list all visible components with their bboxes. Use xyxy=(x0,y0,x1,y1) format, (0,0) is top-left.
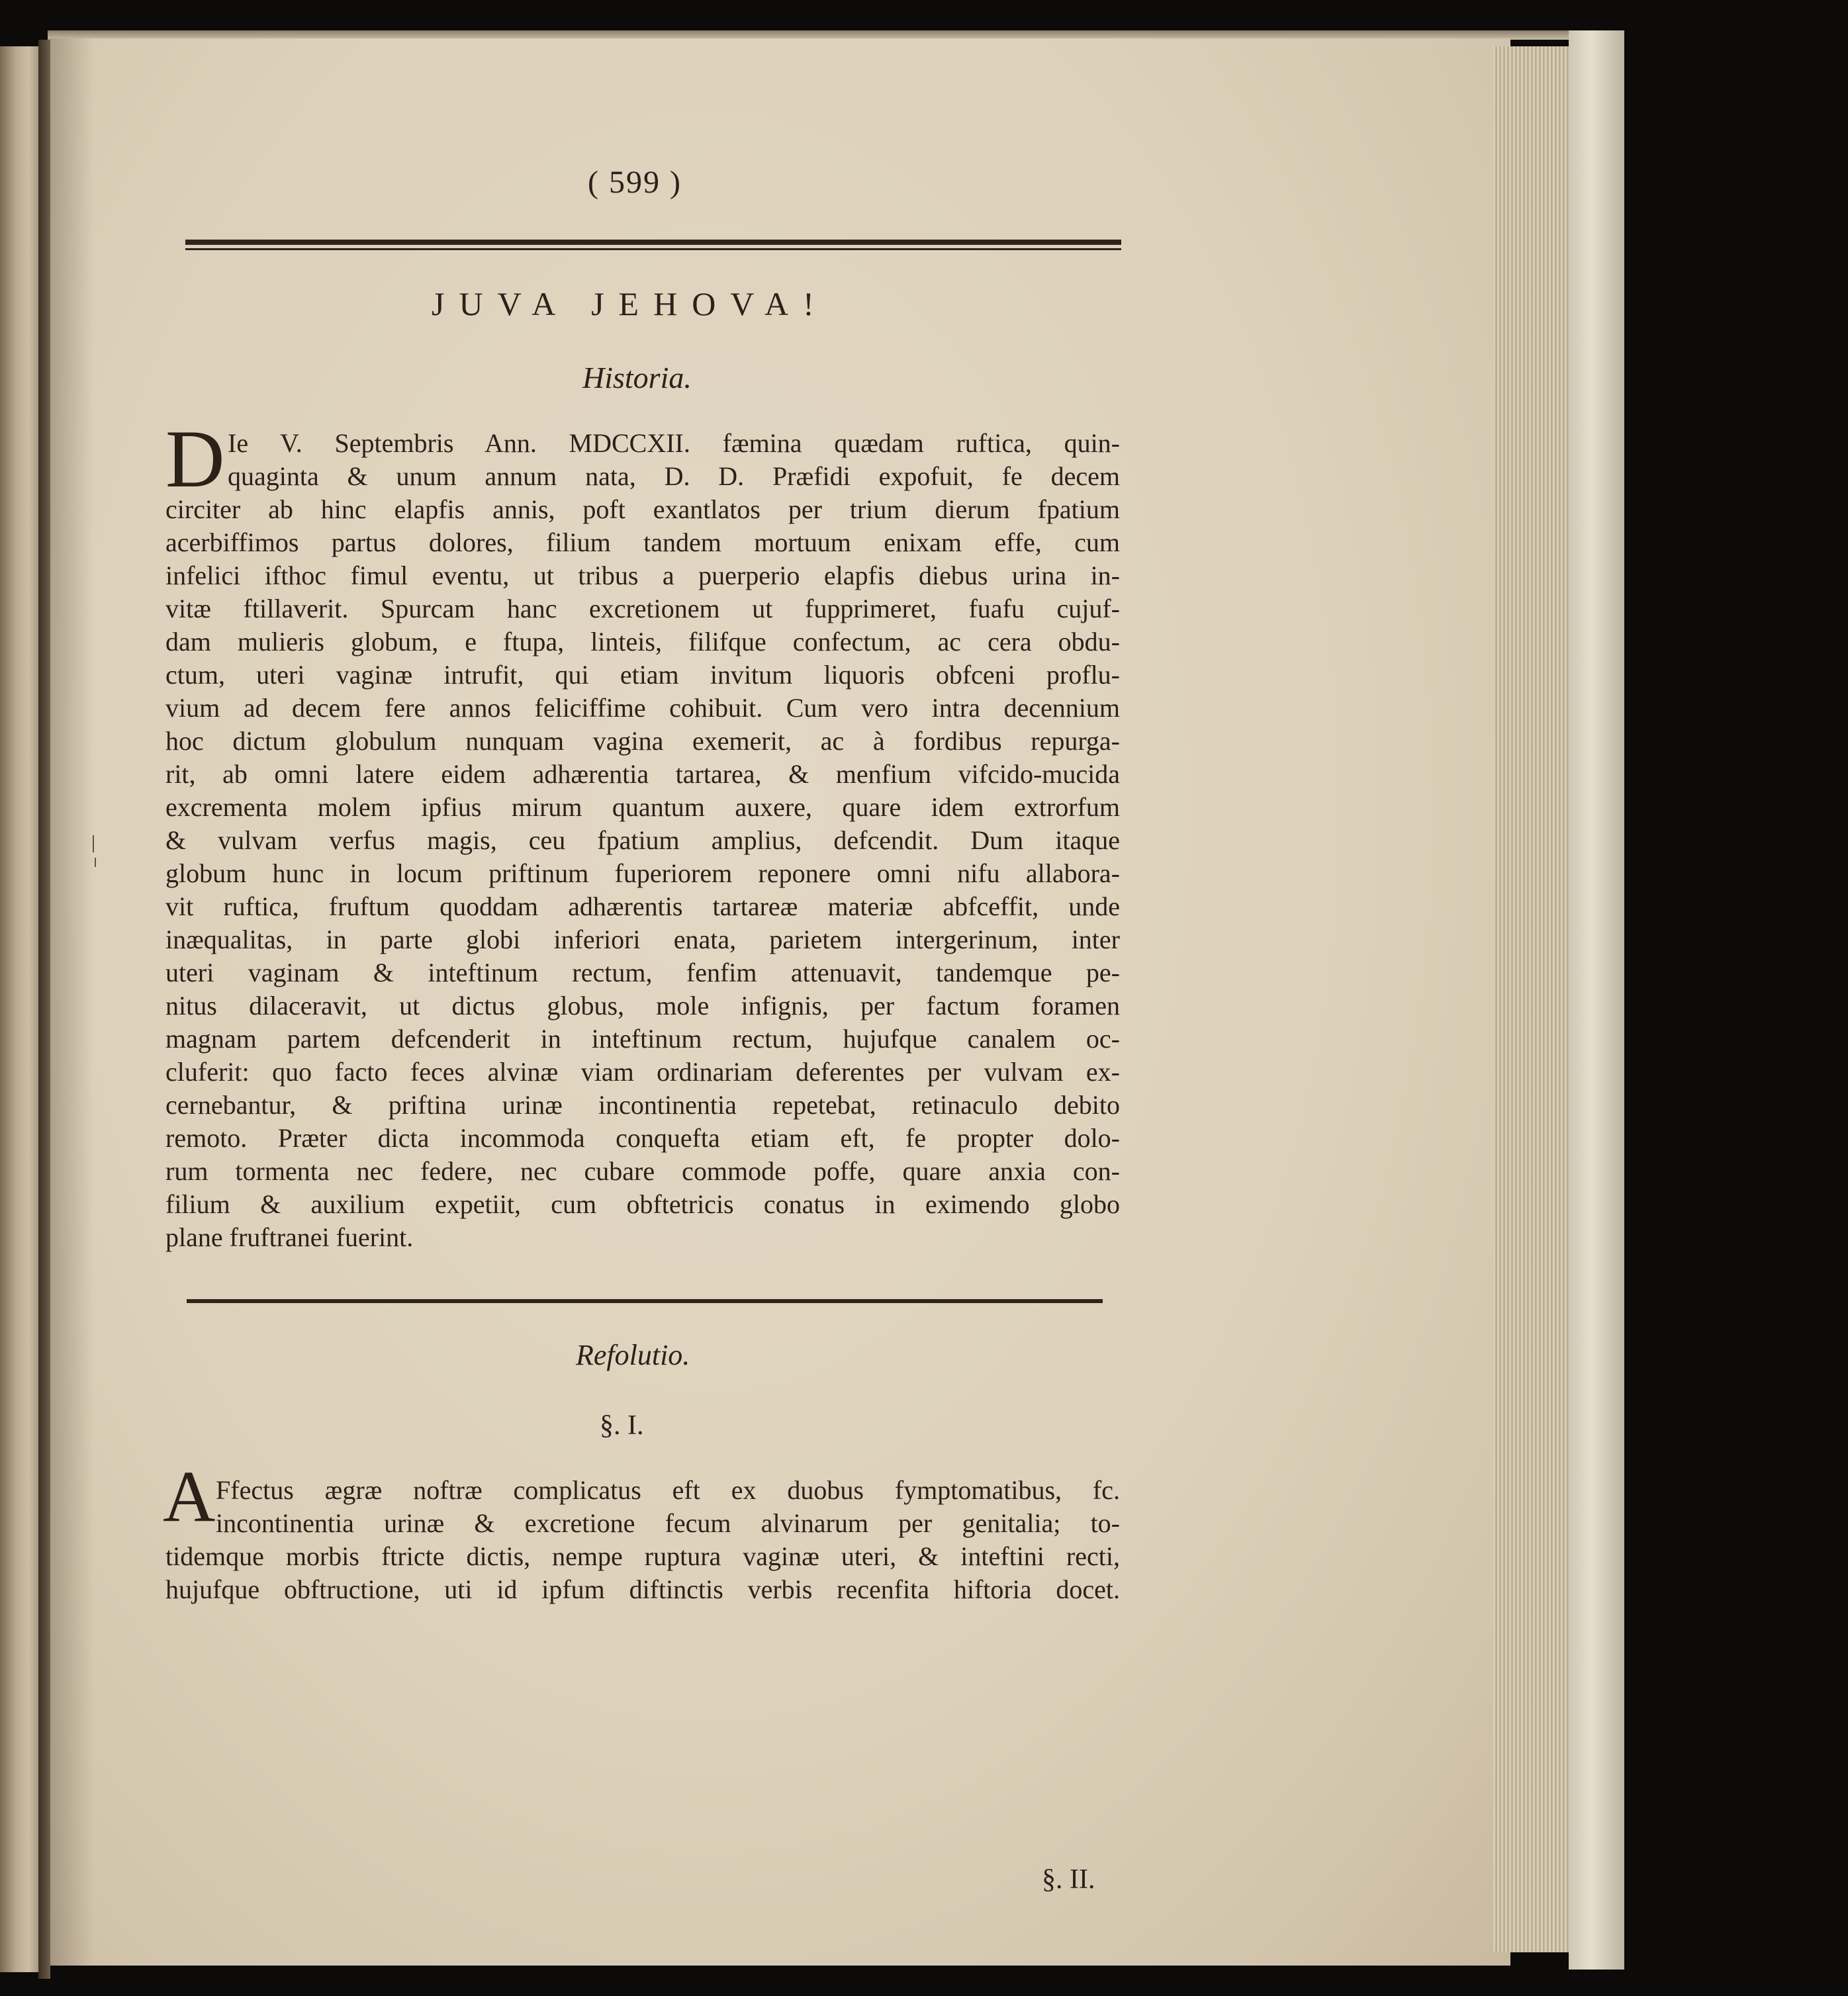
header-rule-thin xyxy=(185,248,1121,250)
text-line: infelici ifthoc fimul eventu, ut tribus a puerperio elapfis diebus urina in- xyxy=(165,561,1120,590)
text-line: tidemque morbis ftricte dictis, nempe ruptura vaginæ uteri, & inteftini recti, xyxy=(165,1541,1120,1571)
resolutio-drop-cap: A xyxy=(163,1456,216,1537)
catchword: §. II. xyxy=(1042,1864,1095,1895)
text-line: vit ruftica, fruftum quoddam adhærentis tartareæ materiæ abfceffit, unde xyxy=(165,891,1120,921)
book-cover-edge xyxy=(1569,30,1624,1970)
section-number: §. I. xyxy=(600,1410,644,1441)
page-number: ( 599 ) xyxy=(588,165,682,200)
page-heading: JUVA JEHOVA! xyxy=(432,285,829,322)
text-line: rit, ab omni latere eidem adhærentia tartarea, & menfium vifcido-mucida xyxy=(165,759,1120,789)
text-line: quaginta & unum annum nata, D. D. Præfidi expofuit, fe decem xyxy=(228,461,1120,491)
text-line: excrementa molem ipfius mirum quantum auxere, quare idem extrorfum xyxy=(165,792,1120,822)
text-line: nitus dilaceravit, ut dictus globus, mole infignis, per factum foramen xyxy=(165,991,1120,1021)
book-gutter xyxy=(38,40,50,1979)
historia-drop-cap: D xyxy=(165,414,225,504)
text-line: hoc dictum globulum nunquam vagina exemerit, ac à fordibus repurga- xyxy=(165,726,1120,756)
text-line: remoto. Præter dicta incommoda conquefta etiam eft, fe propter dolo- xyxy=(165,1123,1120,1153)
text-line: rum tormenta nec federe, nec cubare commode poffe, quare anxia con- xyxy=(165,1156,1120,1186)
text-line: Ffectus ægræ noftræ complicatus eft ex duobus fymptomatibus, fc. xyxy=(216,1475,1120,1505)
text-line: globum hunc in locum priftinum fuperiorem reponere omni nifu allabora- xyxy=(165,858,1120,888)
text-line: vium ad decem fere annos feliciffime cohibuit. Cum vero intra decennium xyxy=(165,693,1120,723)
gutter-shadow xyxy=(48,38,94,1966)
facing-page-edge xyxy=(0,46,41,1972)
text-line: uteri vaginam & inteftinum rectum, fenfim attenuavit, tandemque pe- xyxy=(165,958,1120,987)
text-line: Ie V. Septembris Ann. MDCCXII. fæmina quædam ruftica, quin- xyxy=(228,428,1120,458)
text-line: ctum, uteri vaginæ intrufit, qui etiam invitum liquoris obfceni proflu- xyxy=(165,660,1120,690)
header-rule-thick xyxy=(185,240,1121,245)
text-line: cluferit: quo facto feces alvinæ viam ordinariam deferentes per vulvam ex- xyxy=(165,1057,1120,1087)
text-line: incontinentia urinæ & excretione fecum alvinarum per genitalia; to- xyxy=(216,1508,1120,1538)
text-line: cernebantur, & priftina urinæ incontinentia repetebat, retinaculo debito xyxy=(165,1090,1120,1120)
text-line: circiter ab hinc elapfis annis, poft exantlatos per trium dierum fpatium xyxy=(165,494,1120,524)
text-line: filium & auxilium expetiit, cum obftetricis conatus in eximendo globo xyxy=(165,1189,1120,1219)
resolutio-heading: Refolutio. xyxy=(576,1339,690,1371)
page-stack-edge xyxy=(1493,46,1573,1952)
text-line: vitæ ftillaverit. Spurcam hanc excretionem ut fupprimeret, fuafu cujuf- xyxy=(165,594,1120,623)
text-line: acerbiffimos partus dolores, filium tandem mortuum enixam effe, cum xyxy=(165,527,1120,557)
section-divider xyxy=(187,1299,1103,1303)
historia-heading: Historia. xyxy=(582,361,692,394)
text-line: hujufque obftructione, uti id ipfum diftinctis verbis recenfita hiftoria docet. xyxy=(165,1574,1120,1604)
text-line: plane fruftranei fuerint. xyxy=(165,1222,414,1252)
text-line: & vulvam verfus magis, ceu fpatium amplius, defcendit. Dum itaque xyxy=(165,825,1120,855)
text-line: inæqualitas, in parte globi inferiori enata, parietem intergerinum, inter xyxy=(165,925,1120,954)
text-line: dam mulieris globum, e ftupa, linteis, filifque confectum, ac cera obdu- xyxy=(165,627,1120,657)
margin-mark xyxy=(93,835,94,852)
margin-mark xyxy=(95,858,96,867)
text-line: magnam partem defcenderit in inteftinum rectum, hujufque canalem oc- xyxy=(165,1024,1120,1054)
